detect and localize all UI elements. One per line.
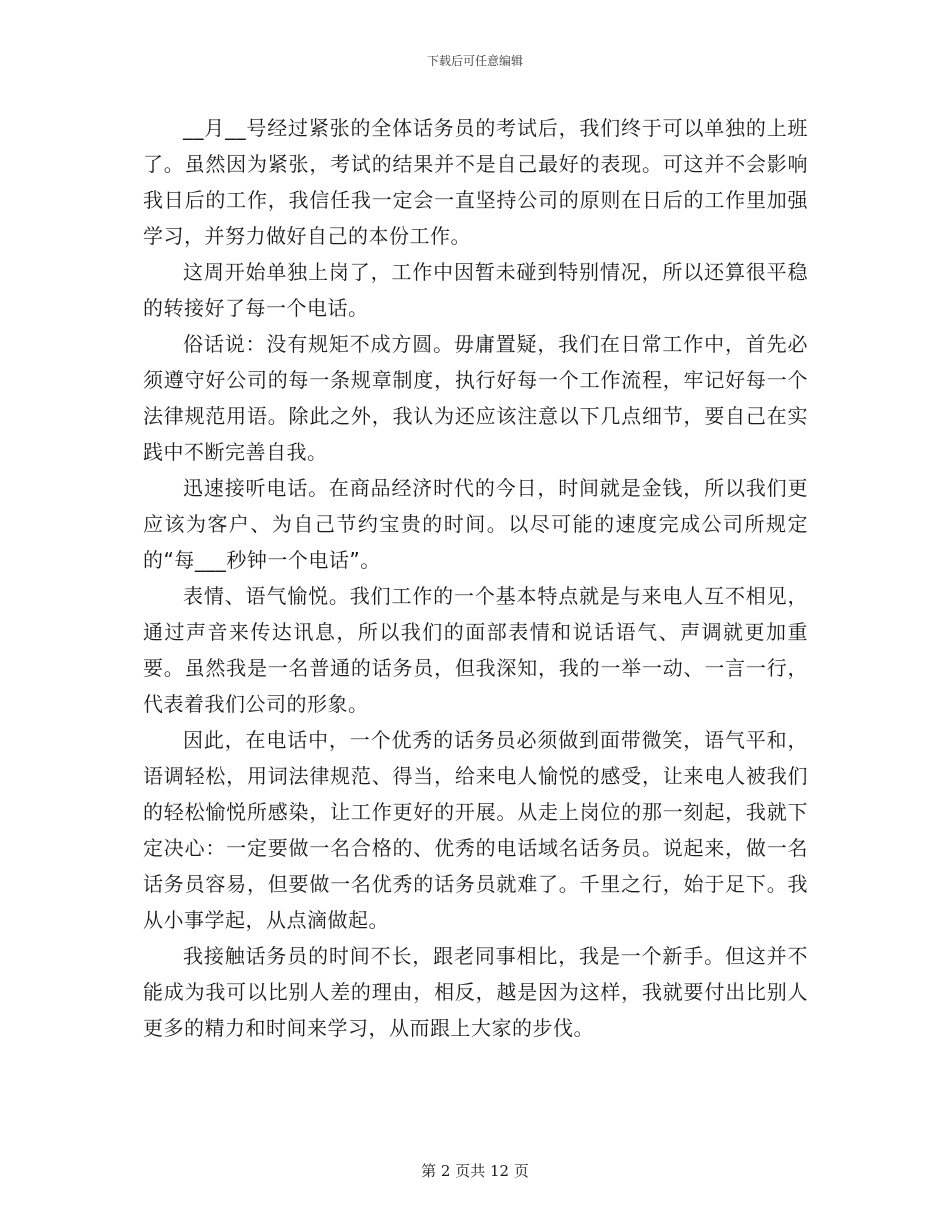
paragraph: 这周开始单独上岗了，工作中因暂未碰到特别情况，所以还算很平稳的转接好了每一个电话。 [143,260,808,320]
paragraph: __月__号经过紧张的全体话务员的考试后，我们终于可以单独的上班了。虽然因为紧张，考试的结果并不是自己最好的表现。可这并不会影响我日后的工作，我信任我一定会一直坚持公司的原则在日后的工作里加强学习，并努力做好自己的本份工作。 [143,116,808,248]
paragraph: 俗话说：没有规矩不成方圆。毋庸置疑，我们在日常工作中，首先必须遵守好公司的每一条规章制度，执行好每一个工作流程，牢记好每一个法律规范用语。除此之外，我认为还应该注意以下几点细节，要自己在实践中不断完善自我。 [143,332,808,464]
paragraph: 因此，在电话中，一个优秀的话务员必须做到面带微笑，语气平和，语调轻松，用词法律规范、得当，给来电人愉悦的感受，让来电人被我们的轻松愉悦所感染，让工作更好的开展。从走上岗位的那一刻起，我就下定决心：一定要做一名合格的、优秀的电话域名话务员。说起来，做一名话务员容易，但要做一名优秀的话务员就难了。千里之行，始于足下。我从小事学起，从点滴做起。 [143,728,808,932]
document-body [143,110,808,1046]
paragraph: 我接触话务员的时间不长，跟老同事相比，我是一个新手。但这并不能成为我可以比别人差的理由，相反，越是因为这样，我就要付出比别人更多的精力和时间来学习，从而跟上大家的步伐。 [143,944,808,1040]
paragraph: 表情、语气愉悦。我们工作的一个基本特点就是与来电人互不相见，通过声音来传达讯息，所以我们的面部表情和说话语气、声调就更加重要。虽然我是一名普通的话务员，但我深知，我的一举一动、一言一行，代表着我们公司的形象。 [143,584,808,716]
page-header: 下载后可任意编辑 [426,54,523,68]
page-footer: 第 2 页共 12 页 [421,1162,529,1180]
paragraph: 迅速接听电话。在商品经济时代的今日，时间就是金钱，所以我们更应该为客户、为自己节约宝贵的时间。以尽可能的速度完成公司所规定的“每___秒钟一个电话”。 [143,476,808,572]
